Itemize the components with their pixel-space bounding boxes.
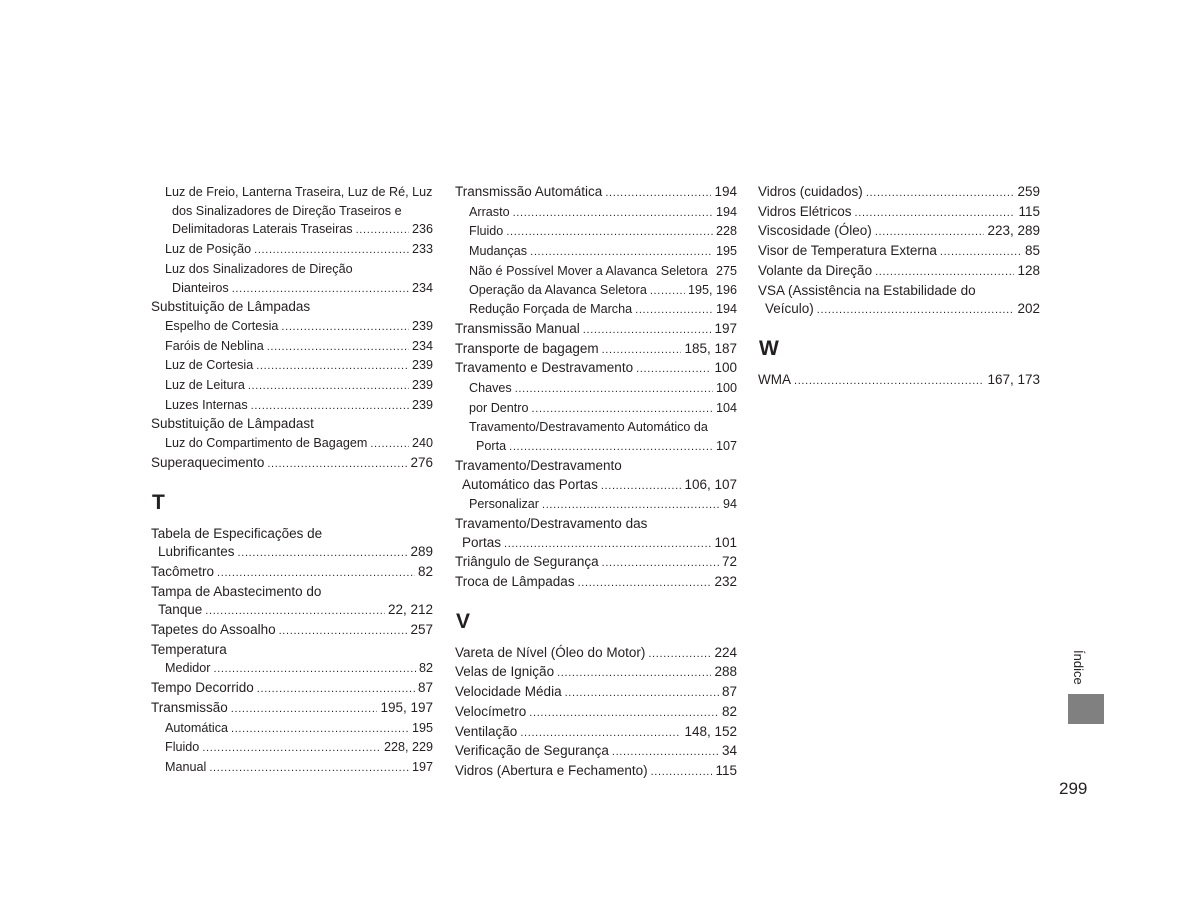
page-reference: 115: [1018, 203, 1040, 219]
index-entry: [455, 553, 737, 573]
entry-term: Luzes Internas: [165, 397, 248, 412]
dot-leader: [515, 380, 713, 399]
entry-term: Delimitadoras Laterais Traseiras: [172, 222, 353, 237]
index-subentry: [151, 202, 433, 221]
entry-term: Não é Possível Mover a Alavanca Seletora: [469, 263, 708, 278]
entry-term: Travamento/Destravamento das: [455, 515, 648, 531]
index-column-1: [151, 183, 433, 778]
index-entry: [455, 663, 737, 683]
page-reference: 197: [411, 759, 433, 774]
entry-term: Triângulo de Segurança: [455, 554, 599, 570]
page-reference: 239: [411, 378, 433, 393]
page-reference: 233: [411, 242, 433, 257]
page-reference: 85: [1024, 243, 1040, 259]
index-subentry: [151, 240, 433, 260]
dot-leader: [817, 301, 1015, 320]
entry-term: Substituição de Lâmpadas: [151, 299, 311, 315]
dot-leader: [602, 554, 719, 573]
page-reference: 87: [721, 684, 737, 700]
index-subentry: [455, 379, 737, 399]
page-reference: 228: [715, 224, 737, 239]
dot-leader: [565, 684, 719, 703]
dot-leader: [866, 184, 1015, 203]
index-entry: [151, 543, 433, 563]
page-number: 299: [1059, 779, 1088, 798]
dot-leader: [794, 372, 984, 391]
dot-leader: [875, 263, 1014, 282]
index-subentry: [151, 337, 433, 357]
index-subentry: [455, 281, 737, 301]
page-reference: 128: [1017, 262, 1040, 278]
page-reference: 239: [411, 358, 433, 373]
page-reference: 82: [417, 563, 433, 579]
dot-leader: [532, 400, 713, 419]
page-reference: 22, 212: [387, 602, 433, 618]
page-reference: 115: [715, 762, 737, 778]
index-entry: [758, 300, 1040, 320]
page-reference: 223, 289: [987, 223, 1040, 239]
dot-leader: [602, 341, 682, 360]
entry-term: Dianteiros: [172, 280, 229, 295]
index-subentry: [455, 242, 737, 262]
page-reference: 195: [411, 720, 433, 735]
entry-term: Tampa de Abastecimento do: [151, 583, 322, 599]
page-reference: 228, 229: [383, 740, 433, 755]
dot-leader: [257, 680, 415, 699]
dot-leader: [232, 280, 409, 299]
entry-term: Temperatura: [151, 641, 227, 657]
page-reference: 197: [714, 320, 737, 336]
page-reference: 224: [714, 644, 737, 660]
index-entry: [151, 454, 433, 474]
page-reference: 82: [418, 661, 433, 676]
entry-term: Fluido: [165, 740, 200, 755]
index-entry: [455, 359, 737, 379]
dot-leader: [248, 377, 409, 396]
entry-term: Luz dos Sinalizadores de Direção: [165, 261, 353, 276]
index-entry: [758, 222, 1040, 242]
section-letter-heading: T: [152, 490, 165, 514]
entry-term: WMA: [758, 371, 791, 387]
page-reference: 276: [410, 454, 433, 470]
page-reference: 34: [721, 743, 737, 759]
index-subentry: [151, 183, 433, 202]
page-reference: 107: [715, 439, 737, 454]
index-entry: [455, 515, 737, 534]
index-subentry: [151, 659, 433, 679]
page-reference: 289: [410, 544, 433, 560]
page-reference: 100: [714, 360, 737, 376]
index-subentry: [455, 222, 737, 242]
section-letter-heading: V: [456, 609, 471, 633]
entry-term: Transmissão: [151, 699, 228, 715]
dot-leader: [635, 301, 713, 320]
index-entry: [151, 563, 433, 583]
entry-term: Tempo Decorrido: [151, 680, 254, 696]
index-entry: [455, 476, 737, 496]
entry-term: Medidor: [165, 661, 211, 676]
dot-leader: [520, 724, 681, 743]
index-entry: [455, 534, 737, 554]
page-reference: 257: [410, 622, 433, 638]
index-entry: [151, 601, 433, 621]
index-subentry: [455, 495, 737, 515]
dot-leader: [370, 435, 409, 454]
page-reference: 194: [714, 184, 737, 199]
entry-term: Verificação de Segurança: [455, 743, 609, 759]
entry-term: Velocímetro: [455, 703, 527, 719]
index-subentry: [455, 203, 737, 223]
entry-term: Redução Forçada de Marcha: [469, 302, 633, 317]
dot-leader: [648, 645, 711, 664]
index-entry: [455, 340, 737, 360]
dot-leader: [612, 743, 719, 762]
entry-term: Portas: [462, 534, 502, 550]
dot-leader: [650, 282, 685, 301]
entry-term: Vidros Elétricos: [758, 203, 852, 219]
page-reference: 232: [714, 574, 737, 590]
entry-term: Personalizar: [469, 497, 539, 512]
page-reference: 234: [411, 338, 433, 353]
index-subentry: [455, 437, 737, 457]
dot-leader: [651, 763, 713, 782]
index-subentry: [151, 260, 433, 279]
index-entry: [455, 703, 737, 723]
page-reference: 202: [1017, 301, 1040, 317]
page-reference: 72: [721, 554, 737, 570]
entry-term: Espelho de Cortesia: [165, 318, 279, 333]
entry-term: Travamento/Destravamento Automático da: [469, 420, 708, 435]
index-subentry: [455, 418, 737, 437]
index-entry: [151, 679, 433, 699]
page-reference: 240: [411, 436, 433, 451]
index-subentry: [151, 356, 433, 376]
page-reference: 194: [715, 204, 737, 219]
entry-term: Automático das Portas: [462, 476, 598, 492]
dot-leader: [583, 321, 712, 340]
index-column-2: [455, 183, 737, 782]
index-entry: [455, 742, 737, 762]
dot-leader: [267, 338, 409, 357]
dot-leader: [202, 739, 381, 758]
entry-term: dos Sinalizadores de Direção Traseiros e: [172, 203, 402, 218]
entry-term: Manual: [165, 759, 207, 774]
page-reference: 100: [715, 381, 737, 396]
dot-leader: [256, 357, 409, 376]
page-reference: 234: [411, 280, 433, 295]
page-reference: 167, 173: [987, 371, 1040, 387]
dot-leader: [254, 241, 409, 260]
dot-leader: [231, 700, 378, 719]
entry-term: Tapetes do Assoalho: [151, 622, 276, 638]
entry-term: Substituição de Lâmpadast: [151, 416, 314, 432]
index-entry: [455, 683, 737, 703]
page-reference: 239: [411, 397, 433, 412]
index-subentry: [151, 738, 433, 758]
entry-term: Lubrificantes: [158, 544, 235, 560]
index-entry: [455, 573, 737, 593]
entry-term: Automática: [165, 720, 228, 735]
entry-term: Transmissão Automática: [455, 184, 603, 199]
entry-term: Luz de Cortesia: [165, 358, 254, 373]
index-subentry: [151, 220, 433, 240]
index-entry: [455, 723, 737, 743]
dot-leader: [578, 574, 712, 593]
entry-term: Mudanças: [469, 244, 528, 259]
dot-leader: [605, 184, 711, 203]
dot-leader: [529, 704, 719, 723]
dot-leader: [251, 397, 409, 416]
dot-leader: [940, 243, 1022, 262]
dot-leader: [356, 221, 409, 240]
entry-term: Tacômetro: [151, 563, 215, 579]
entry-term: Vidros (cuidados): [758, 184, 863, 199]
entry-term: Arrasto: [469, 204, 510, 219]
entry-term: Visor de Temperatura Externa: [758, 243, 937, 259]
index-entry: [151, 298, 433, 317]
entry-term: Transporte de bagagem: [455, 340, 599, 356]
entry-term: Fluido: [469, 224, 504, 239]
index-entry: [151, 525, 433, 544]
page-reference: 259: [1017, 184, 1040, 199]
entry-term: Volante da Direção: [758, 262, 873, 278]
dot-leader: [542, 496, 720, 515]
dot-leader: [557, 664, 711, 683]
index-entry: [758, 203, 1040, 223]
index-entry: [758, 242, 1040, 262]
index-entry: [151, 415, 433, 434]
index-subentry: [151, 434, 433, 454]
page-reference: 104: [715, 400, 737, 415]
entry-term: Transmissão Manual: [455, 320, 580, 336]
page-reference: 82: [721, 703, 737, 719]
section-tab-marker: [1068, 694, 1104, 724]
page-reference: 101: [714, 534, 737, 550]
dot-leader: [205, 602, 385, 621]
index-subentry: [151, 376, 433, 396]
dot-leader: [209, 759, 409, 778]
page-reference: 239: [411, 318, 433, 333]
page-reference: 195, 196: [687, 282, 737, 297]
dot-leader: [504, 535, 711, 554]
entry-term: Ventilação: [455, 723, 518, 739]
page-reference: 94: [722, 497, 737, 512]
index-entry: [758, 183, 1040, 203]
dot-leader: [530, 243, 713, 262]
entry-term: Travamento/Destravamento: [455, 457, 622, 473]
index-entry: [758, 371, 1040, 391]
section-letter-heading: W: [759, 336, 779, 360]
index-entry: [455, 183, 737, 203]
entry-term: Vareta de Nível (Óleo do Motor): [455, 644, 646, 660]
entry-term: VSA (Assistência na Estabilidade do: [758, 282, 976, 298]
entry-term: Operação da Alavanca Seletora: [469, 282, 647, 297]
index-entry: [758, 282, 1040, 301]
entry-term: Tanque: [158, 602, 203, 618]
dot-leader: [279, 622, 408, 641]
entry-term: Chaves: [469, 381, 512, 396]
entry-term: Travamento e Destravamento: [455, 360, 634, 376]
page-reference: 195, 197: [380, 699, 433, 715]
dot-leader: [513, 204, 713, 223]
entry-term: Luz de Posição: [165, 242, 252, 257]
section-tab-label: Índice: [1071, 650, 1086, 685]
index-entry: [455, 644, 737, 664]
dot-leader: [238, 544, 408, 563]
entry-term: Faróis de Neblina: [165, 338, 264, 353]
index-entry: [758, 262, 1040, 282]
index-subentry: [455, 300, 737, 320]
entry-term: por Dentro: [469, 400, 529, 415]
entry-term: Luz de Leitura: [165, 378, 245, 393]
entry-term: Porta: [476, 439, 507, 454]
index-subentry: [455, 262, 737, 281]
index-entry: [151, 641, 433, 660]
entry-term: Superaquecimento: [151, 454, 265, 470]
dot-leader: [231, 720, 409, 739]
dot-leader: [875, 223, 985, 242]
index-entry: [151, 699, 433, 719]
dot-leader: [601, 477, 682, 496]
entry-term: Velas de Ignição: [455, 664, 555, 680]
page-reference: 185, 187: [684, 340, 737, 356]
index-subentry: [151, 719, 433, 739]
dot-leader: [855, 204, 1016, 223]
index-subentry: [151, 279, 433, 299]
entry-term: Luz de Freio, Lanterna Traseira, Luz de Ré, Luz: [165, 185, 433, 199]
page-reference: 195: [715, 244, 737, 259]
index-subentry: [151, 396, 433, 416]
dot-leader: [217, 564, 415, 583]
index-entry: [455, 762, 737, 782]
index-entry: [455, 320, 737, 340]
page-reference: 148, 152: [684, 723, 737, 739]
entry-term: Veículo): [765, 301, 814, 317]
page-reference: 106, 107: [684, 476, 737, 492]
index-entry: [151, 621, 433, 641]
page-reference: 236: [411, 222, 433, 237]
dot-leader: [506, 223, 713, 242]
entry-term: Troca de Lâmpadas: [455, 574, 575, 590]
entry-term: Velocidade Média: [455, 684, 562, 700]
index-entry: [151, 583, 433, 602]
page-reference: 87: [417, 680, 433, 696]
dot-leader: [281, 318, 409, 337]
index-entry: [455, 457, 737, 476]
entry-term: Vidros (Abertura e Fechamento): [455, 762, 648, 778]
dot-leader: [636, 360, 711, 379]
entry-term: Luz do Compartimento de Bagagem: [165, 436, 368, 451]
page-reference: 288: [714, 664, 737, 680]
page-reference: 194: [715, 302, 737, 317]
entry-term: Tabela de Especificações de: [151, 525, 323, 541]
index-subentry: [151, 317, 433, 337]
dot-leader: [509, 438, 713, 457]
dot-leader: [214, 660, 416, 679]
page-reference: 275: [715, 263, 737, 278]
dot-leader: [267, 455, 407, 474]
entry-term: Viscosidade (Óleo): [758, 223, 872, 239]
index-column-3: [758, 183, 1040, 391]
index-subentry: [151, 758, 433, 778]
index-subentry: [455, 399, 737, 419]
